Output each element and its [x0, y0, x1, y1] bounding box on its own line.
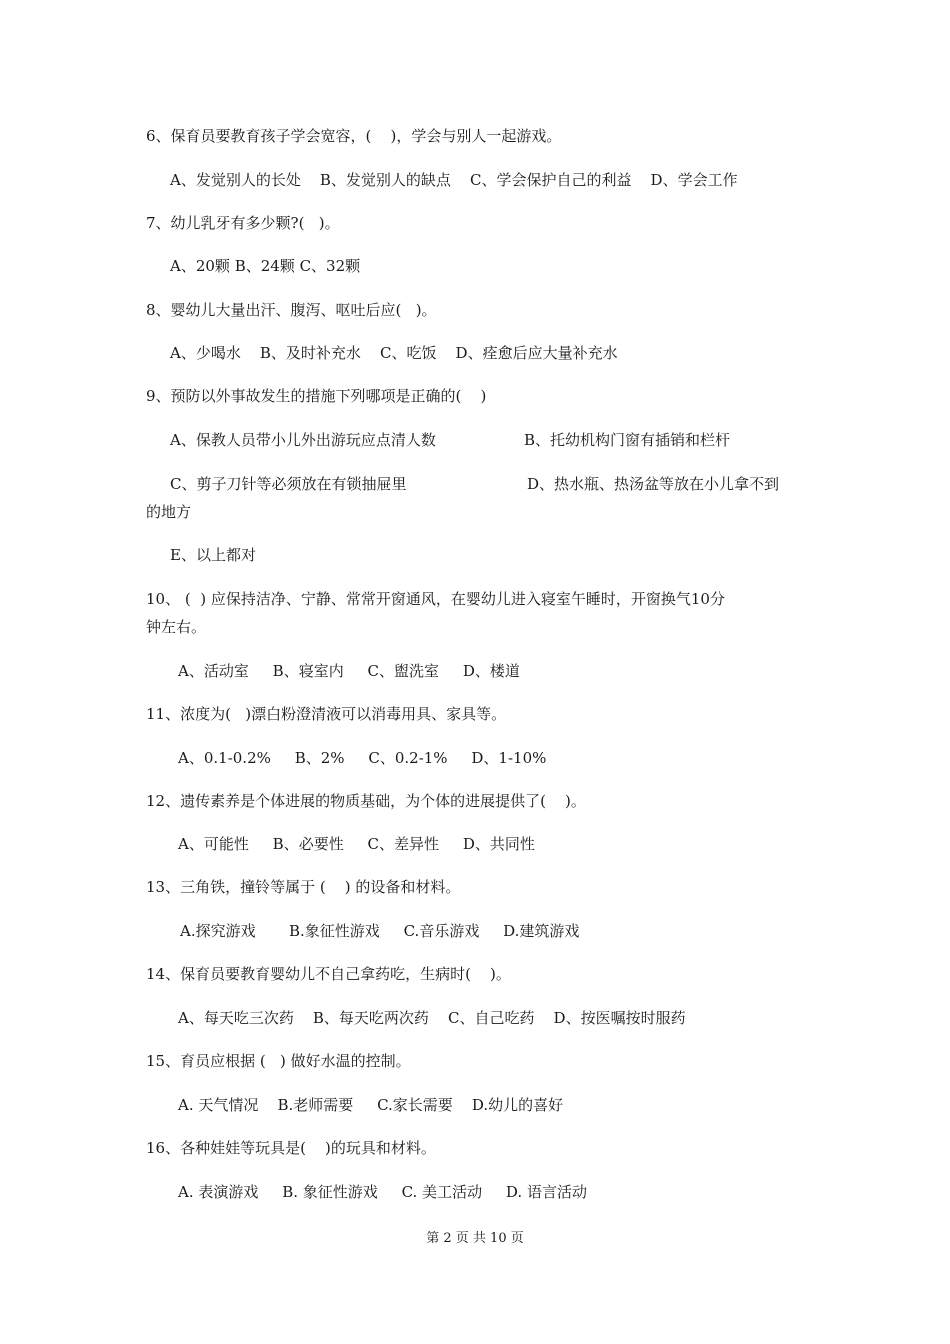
question-13-stem: 13、三角铁，撞铃等属于 ( ) 的设备和材料。 — [146, 878, 461, 896]
page-number-footer: 第 2 页 共 10 页 — [426, 1231, 524, 1246]
question-10-stem-continued: 钟左右。 — [146, 618, 207, 636]
question-14-options: A、每天吃三次药 B、每天吃两次药 C、自己吃药 D、按医嘱按时服药 — [178, 1009, 686, 1027]
question-8-options: A、少喝水 B、及时补充水 C、吃饭 D、痊愈后应大量补充水 — [170, 344, 618, 362]
question-9-option-a: A、保教人员带小儿外出游玩应点清人数 — [170, 431, 436, 449]
question-9-option-d-continued: 的地方 — [146, 503, 192, 521]
question-8-stem: 8、婴幼儿大量出汗、腹泻、呕吐后应( )。 — [146, 301, 437, 319]
question-9-option-d: D、热水瓶、热汤盆等放在小儿拿不到 — [527, 475, 780, 493]
question-13-options: A.探究游戏 B.象征性游戏 C.音乐游戏 D.建筑游戏 — [180, 922, 580, 940]
question-11-options: A、0.1-0.2% B、2% C、0.2-1% D、1-10% — [178, 749, 547, 767]
question-14-stem: 14、保育员要教育婴幼儿不自己拿药吃，生病时( )。 — [146, 965, 511, 983]
question-15-options: A. 天气情况 B.老师需要 C.家长需要 D.幼儿的喜好 — [178, 1096, 564, 1114]
question-9-option-c: C、剪子刀针等必须放在有锁抽屉里 — [170, 475, 407, 493]
question-12-stem: 12、遗传素养是个体进展的物质基础，为个体的进展提供了( )。 — [146, 792, 586, 810]
question-7-options: A、20颗 B、24颗 C、32颗 — [170, 257, 361, 275]
question-10-options: A、活动室 B、寝室内 C、盥洗室 D、楼道 — [178, 662, 520, 680]
question-6-stem: 6、保育员要教育孩子学会宽容，( )，学会与别人一起游戏。 — [146, 127, 562, 145]
question-11-stem: 11、浓度为( )漂白粉澄清液可以消毒用具、家具等。 — [146, 705, 507, 723]
question-12-options: A、可能性 B、必要性 C、差异性 D、共同性 — [178, 835, 535, 853]
question-16-stem: 16、各种娃娃等玩具是( )的玩具和材料。 — [146, 1139, 436, 1157]
question-15-stem: 15、育员应根据 ( ) 做好水温的控制。 — [146, 1052, 411, 1070]
question-16-options: A. 表演游戏 B. 象征性游戏 C. 美工活动 D. 语言活动 — [178, 1183, 587, 1201]
question-7-stem: 7、幼儿乳牙有多少颗?( )。 — [146, 214, 340, 232]
question-9-stem: 9、预防以外事故发生的措施下列哪项是正确的( ) — [146, 387, 487, 405]
question-9-option-b: B、托幼机构门窗有插销和栏杆 — [524, 431, 731, 449]
question-10-stem: 10、 ( ) 应保持洁净、宁静、常常开窗通风，在婴幼儿进入寝室午睡时，开窗换气10分 — [146, 590, 725, 608]
question-9-option-e: E、以上都对 — [170, 546, 256, 564]
question-6-options: A、发觉别人的长处 B、发觉别人的缺点 C、学会保护自己的利益 D、学会工作 — [170, 171, 738, 189]
